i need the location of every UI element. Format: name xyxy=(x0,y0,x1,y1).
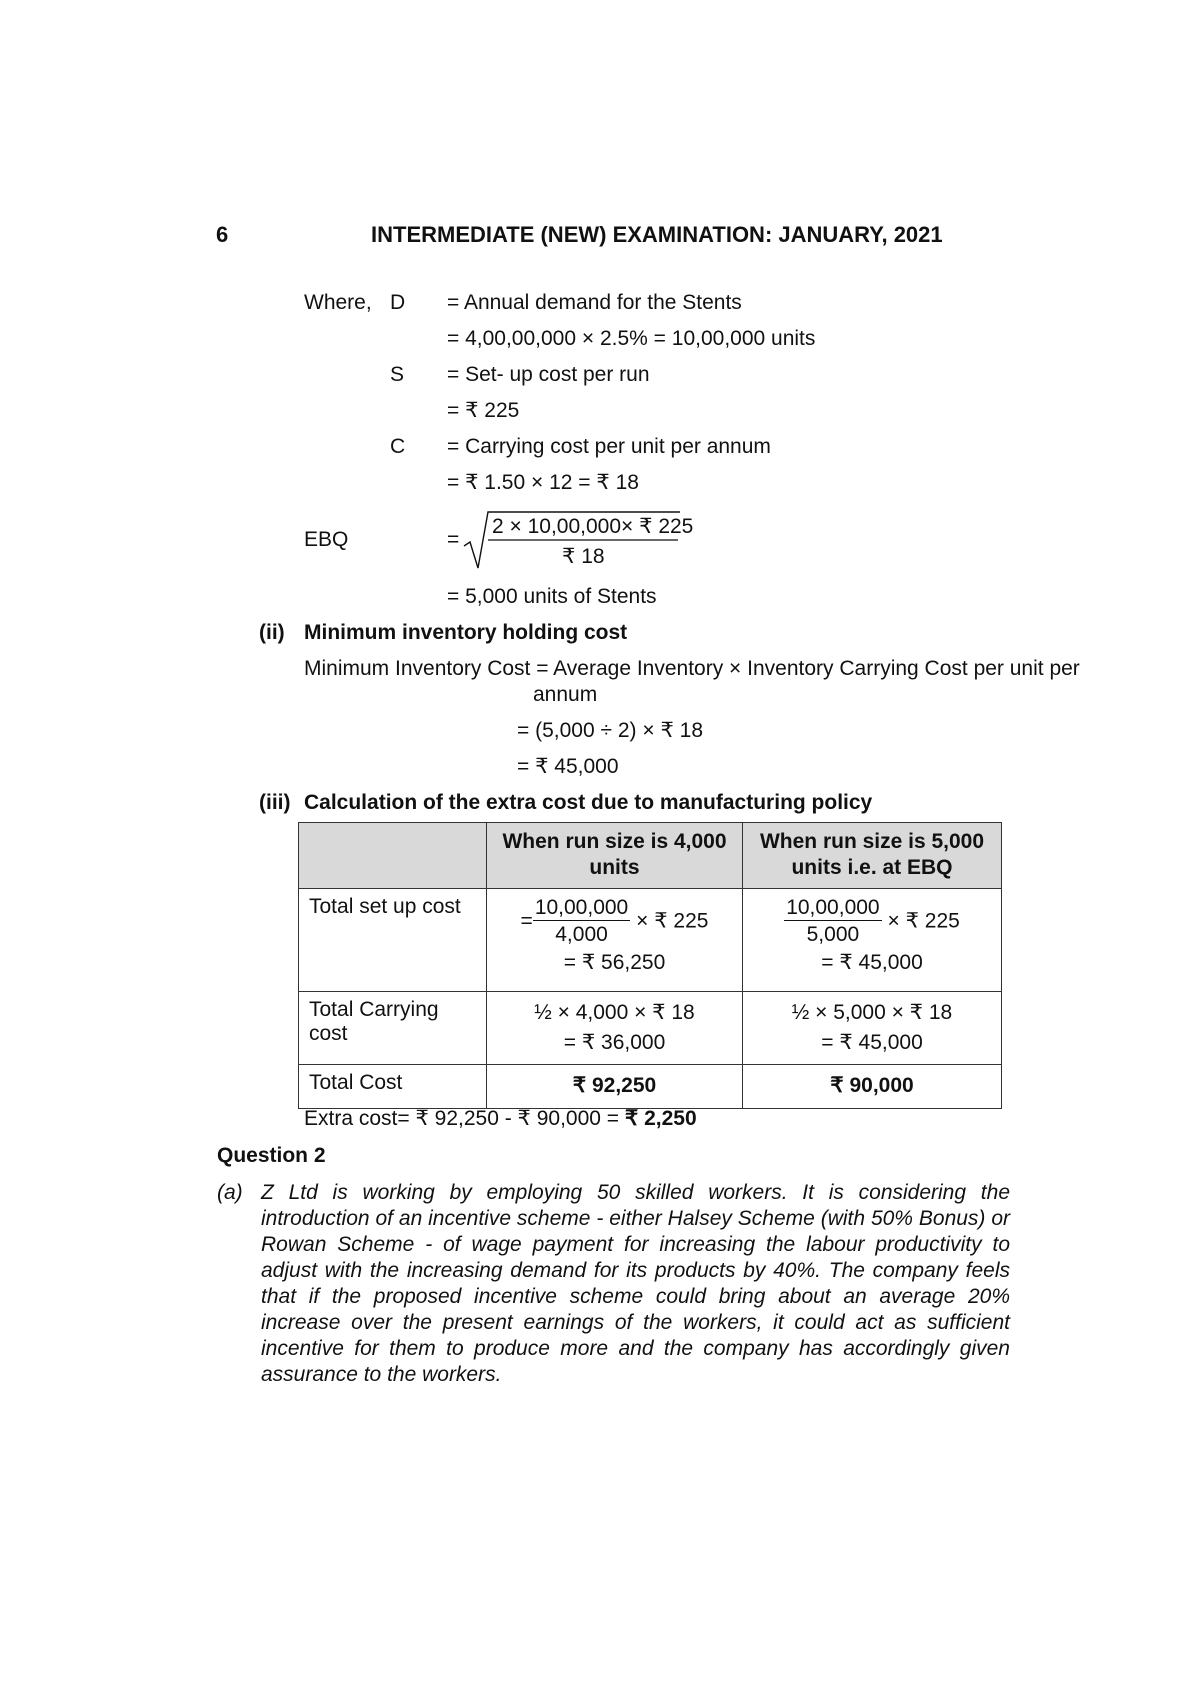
carrying-cost-5000-result: = ₹ 45,000 xyxy=(821,1030,923,1054)
carrying-cost-5000 xyxy=(743,991,1002,1065)
s-value: = ₹ 225 xyxy=(447,399,520,422)
ebq-numerator: 2 × 10,00,000× ₹ 225 xyxy=(492,515,694,538)
fraction xyxy=(533,895,630,948)
extra-cost-result: ₹ 2,250 xyxy=(624,1107,697,1130)
setup-cost-5000-formula xyxy=(753,895,991,948)
c-calculation: = ₹ 1.50 × 12 = ₹ 18 xyxy=(447,471,639,494)
total-cost-4000: ₹ 92,250 xyxy=(487,1065,743,1108)
question-heading: Question 2 xyxy=(217,1144,326,1167)
multiplier: × ₹ 225 xyxy=(887,908,960,932)
multiplier: × ₹ 225 xyxy=(636,908,709,932)
d-symbol: D xyxy=(390,291,406,314)
min-inventory-cost-formula-cont: annum xyxy=(533,683,598,706)
setup-cost-5000-result: = ₹ 45,000 xyxy=(821,950,923,974)
equals-sign: = xyxy=(520,908,533,932)
carrying-cost-5000-formula: ½ × 5,000 × ₹ 18 xyxy=(791,1000,953,1024)
setup-cost-5000 xyxy=(743,888,1002,991)
setup-cost-4000-formula xyxy=(497,895,732,948)
d-definition: = Annual demand for the Stents xyxy=(447,291,742,314)
setup-cost-4000-result: = ₹ 56,250 xyxy=(563,950,666,974)
table-header-empty xyxy=(299,823,487,889)
extra-cost-table xyxy=(298,822,1002,1109)
total-cost-5000: ₹ 90,000 xyxy=(743,1065,1002,1108)
fraction-denominator: 5,000 xyxy=(806,922,860,946)
min-inventory-cost-result: = ₹ 45,000 xyxy=(517,755,619,778)
min-inventory-cost-formula: Minimum Inventory Cost = Average Inventory × Inventory Carrying Cost per unit per xyxy=(304,657,1080,680)
section-ii-number: (ii) xyxy=(259,621,285,644)
ebq-label: EBQ xyxy=(304,528,349,551)
table-header-row xyxy=(299,823,1002,889)
section-ii-heading: Minimum inventory holding cost xyxy=(304,621,628,644)
section-iii-number: (iii) xyxy=(259,791,291,814)
fraction-numerator: 10,00,000 xyxy=(784,895,881,921)
ebq-denominator: ₹ 18 xyxy=(562,545,605,568)
fraction xyxy=(784,895,881,948)
table-row xyxy=(299,1065,1002,1108)
c-symbol: C xyxy=(390,435,406,458)
row-label-carrying-cost: Total Carrying cost xyxy=(299,991,487,1065)
table-row xyxy=(299,888,1002,991)
extra-cost-line xyxy=(304,1106,697,1131)
question-text: Z Ltd is working by employing 50 skilled workers. It is considering the introduction of an incentive scheme - either Halsey Scheme (with 50% Bonus) or Rowan Scheme - of wage payment for increasing the labour productivity to adjust with the increasing demand for its products by 40%. The company feels that if the proposed incentive scheme could bring about an average 20% increase over the present earnings of the workers, it could act as sufficient incentive for them to produce more and the company has accordingly given assurance to the workers. xyxy=(261,1181,1010,1386)
section-iii-heading: Calculation of the extra cost due to manufacturing policy xyxy=(304,791,873,814)
carrying-cost-4000 xyxy=(487,991,743,1065)
fraction-numerator: 10,00,000 xyxy=(533,895,630,921)
row-label-setup-cost: Total set up cost xyxy=(299,888,487,991)
ebq-result: = 5,000 units of Stents xyxy=(447,585,657,608)
where-label: Where, xyxy=(304,291,372,314)
ebq-equals: = xyxy=(447,528,460,551)
table-header-run-4000: When run size is 4,000 units xyxy=(487,823,743,889)
table-row xyxy=(299,991,1002,1065)
d-calculation: = 4,00,00,000 × 2.5% = 10,00,000 units xyxy=(447,327,816,350)
page-number: 6 xyxy=(216,222,229,247)
s-definition: = Set- up cost per run xyxy=(447,363,650,386)
carrying-cost-4000-result: = ₹ 36,000 xyxy=(563,1030,666,1054)
page-header-title: INTERMEDIATE (NEW) EXAMINATION: JANUARY, 2021 xyxy=(371,222,943,247)
s-symbol: S xyxy=(390,363,405,386)
question-part-label: (a) xyxy=(217,1181,243,1204)
extra-cost-text: Extra cost= ₹ 92,250 - ₹ 90,000 = xyxy=(304,1107,625,1130)
table-header-run-5000: When run size is 5,000 units i.e. at EBQ xyxy=(743,823,1002,889)
carrying-cost-4000-formula: ½ × 4,000 × ₹ 18 xyxy=(534,1000,695,1024)
fraction-denominator: 4,000 xyxy=(555,922,608,946)
row-label-total-cost: Total Cost xyxy=(299,1065,487,1108)
setup-cost-4000 xyxy=(487,888,743,991)
min-inventory-cost-calc: = (5,000 ÷ 2) × ₹ 18 xyxy=(517,719,703,742)
c-definition: = Carrying cost per unit per annum xyxy=(447,435,771,458)
